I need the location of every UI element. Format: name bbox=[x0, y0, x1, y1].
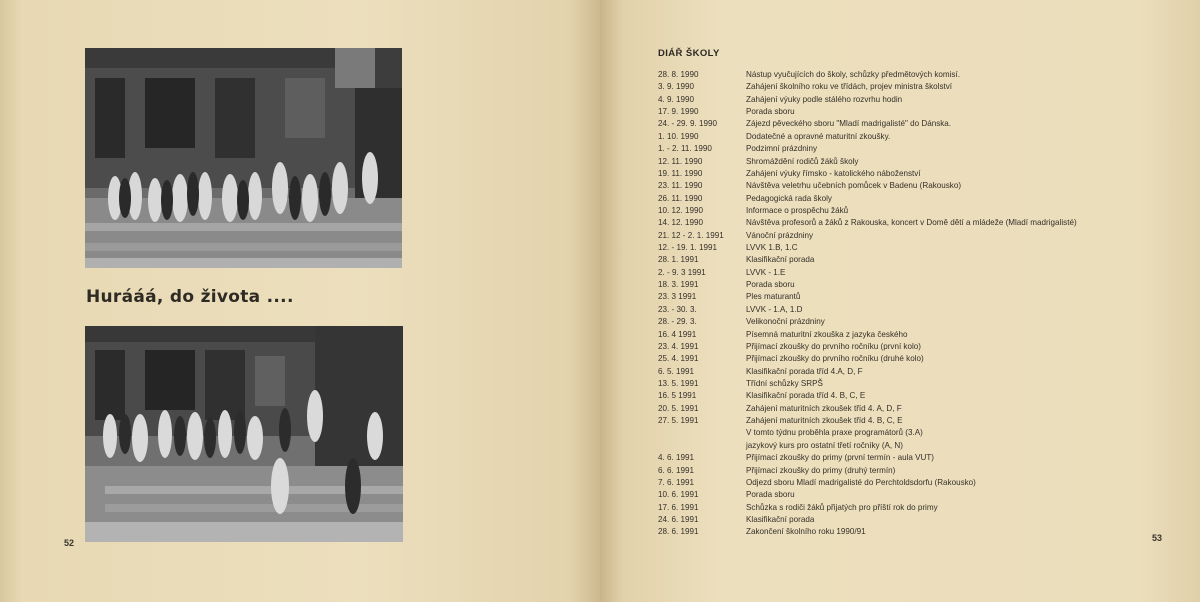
diary-entry-date: 6. 6. 1991 bbox=[658, 465, 695, 475]
diary-entry-text: Zahájení výuky podle stálého rozvrhu hodin bbox=[746, 94, 903, 104]
diary-entry-date: 24. 6. 1991 bbox=[658, 514, 699, 524]
diary-entry bbox=[658, 502, 1178, 514]
diary-entry-text: Informace o prospěchu žáků bbox=[746, 205, 849, 215]
diary-entry-date: 17. 6. 1991 bbox=[658, 502, 699, 512]
diary-title: DIÁŘ ŠKOLY bbox=[658, 48, 720, 59]
diary-entry-text: Klasifikační porada tříd 4.A, D, F bbox=[746, 366, 863, 376]
diary-entry-date: 28. 1. 1991 bbox=[658, 255, 699, 265]
diary-entry bbox=[658, 230, 1178, 242]
diary-entry bbox=[658, 427, 1178, 439]
diary-entry-text: Písemná maturitní zkouška z jazyka českého bbox=[746, 329, 908, 339]
diary-entry bbox=[658, 168, 1178, 180]
diary-entry bbox=[658, 366, 1178, 378]
diary-entry bbox=[658, 279, 1178, 291]
diary-entry-date: 25. 4. 1991 bbox=[658, 354, 699, 364]
diary-entry bbox=[658, 477, 1178, 489]
diary-entry bbox=[658, 131, 1178, 143]
diary-entry-date: 4. 6. 1991 bbox=[658, 453, 695, 463]
diary-entry bbox=[658, 403, 1178, 415]
page-number-right: 53 bbox=[1152, 533, 1163, 543]
diary-entry-date: 24. - 29. 9. 1990 bbox=[658, 119, 717, 129]
diary-entry bbox=[658, 353, 1178, 365]
diary-entry-text: Schůzka s rodiči žáků přijatých pro příští rok do primy bbox=[746, 502, 938, 512]
diary-entry bbox=[658, 526, 1178, 538]
diary-entry-text: Podzimní prázdniny bbox=[746, 144, 818, 154]
diary-entry bbox=[658, 329, 1178, 341]
diary-entry bbox=[658, 415, 1178, 427]
diary-entry-text: V tomto týdnu proběhla praxe programátorů (3.A) bbox=[746, 428, 923, 438]
diary-entry bbox=[658, 81, 1178, 93]
diary-entry bbox=[658, 378, 1178, 390]
diary-entry bbox=[658, 267, 1178, 279]
diary-entry bbox=[658, 465, 1178, 477]
diary-entry-text: Pedagogická rada školy bbox=[746, 193, 832, 203]
diary-entry-date: 1. 10. 1990 bbox=[658, 131, 699, 141]
diary-entry-text: Shromáždění rodičů žáků školy bbox=[746, 156, 859, 166]
diary-entry bbox=[658, 193, 1178, 205]
diary-entry-date: 23. 11. 1990 bbox=[658, 181, 703, 191]
diary-entry-date: 10. 6. 1991 bbox=[658, 490, 699, 500]
diary-entry bbox=[658, 452, 1178, 464]
diary-entry bbox=[658, 440, 1178, 452]
diary-entry-text: Zahájení školního roku ve třídách, projev ministra školství bbox=[746, 82, 953, 92]
diary-entry-text: Návštěva profesorů a žáků z Rakouska, koncert v Domě dětí a mládeže (Mladí madrigalisté) bbox=[746, 218, 1077, 228]
diary-entry-date: 1. - 2. 11. 1990 bbox=[658, 144, 712, 154]
diary-entry bbox=[658, 180, 1178, 192]
diary-entry-text: Zahájení maturitních zkoušek tříd 4. B, C, E bbox=[746, 416, 903, 426]
diary-entry-date: 19. 11. 1990 bbox=[658, 168, 703, 178]
photo-students-jumping-bottom bbox=[85, 326, 403, 542]
diary-entry-text: Porada sboru bbox=[746, 280, 795, 290]
diary-entry-text: Porada sboru bbox=[746, 107, 795, 117]
diary-entry-date: 28. 8. 1990 bbox=[658, 70, 699, 79]
diary-entry-date: 21. 12 - 2. 1. 1991 bbox=[658, 230, 724, 240]
diary-entry-text: Přijímací zkoušky do primy (druhý termín) bbox=[746, 465, 896, 475]
diary-entry bbox=[658, 69, 1178, 81]
diary-entry-date: 28. 6. 1991 bbox=[658, 527, 699, 537]
diary-entry-text: LVVK - 1.E bbox=[746, 267, 786, 277]
diary-entry-date: 7. 6. 1991 bbox=[658, 477, 695, 487]
section-heading: Hurááá, do života .... bbox=[86, 287, 294, 307]
diary-entry-text: Odjezd sboru Mladí madrigalisté do Perchtoldsdorfu (Rakousko) bbox=[746, 477, 976, 487]
photo-students-jumping-top bbox=[85, 48, 402, 268]
diary-entry bbox=[658, 242, 1178, 254]
diary-entry-text: Třídní schůzky SRPŠ bbox=[746, 378, 823, 388]
diary-entry-date: 26. 11. 1990 bbox=[658, 193, 703, 203]
diary-entry-date: 4. 9. 1990 bbox=[658, 94, 695, 104]
diary-entry-text: Vánoční prázdniny bbox=[746, 230, 814, 240]
diary-entries bbox=[658, 69, 1178, 539]
diary-entry-text: LVVK - 1.A, 1.D bbox=[746, 304, 803, 314]
diary-entry-text: Dodatečné a opravné maturitní zkoušky. bbox=[746, 131, 891, 141]
diary-entry-date: 16. 4 1991 bbox=[658, 329, 697, 339]
diary-entry bbox=[658, 217, 1178, 229]
diary-entry bbox=[658, 106, 1178, 118]
diary-entry-date: 20. 5. 1991 bbox=[658, 403, 699, 413]
diary-entry-date: 2. - 9. 3 1991 bbox=[658, 267, 706, 277]
diary-entry-text: Klasifikační porada bbox=[746, 514, 815, 524]
diary-entry bbox=[658, 205, 1178, 217]
diary-entry bbox=[658, 291, 1178, 303]
diary-entry-date: 12. - 19. 1. 1991 bbox=[658, 243, 717, 253]
diary-entry-text: jazykový kurs pro ostatní třetí ročníky (A, N) bbox=[746, 440, 903, 450]
diary-entry-date: 18. 3. 1991 bbox=[658, 280, 699, 290]
diary-entry bbox=[658, 390, 1178, 402]
diary-entry-date: 17. 9. 1990 bbox=[658, 107, 699, 117]
diary-entry-text: Zájezd pěveckého sboru "Mladí madrigalisté" do Dánska. bbox=[746, 119, 952, 129]
diary-entry-date: 23. 4. 1991 bbox=[658, 341, 699, 351]
diary-entry-date: 23. 3 1991 bbox=[658, 292, 697, 302]
diary-entry bbox=[658, 118, 1178, 130]
diary-entry-text: Zahájení výuky římsko - katolického náboženství bbox=[746, 168, 921, 178]
diary-entry-text: Klasifikační porada tříd 4. B, C, E bbox=[746, 391, 866, 401]
diary-entry-text: Ples maturantů bbox=[746, 292, 801, 302]
diary-entry-text: Návštěva veletrhu učebních pomůcek v Badenu (Rakousko) bbox=[746, 181, 962, 191]
diary-entry bbox=[658, 94, 1178, 106]
diary-entry-text: Přijímací zkoušky do primy (první termín - aula VUT) bbox=[746, 453, 934, 463]
diary-entry-date: 10. 12. 1990 bbox=[658, 205, 704, 215]
diary-entry-text: Přijímací zkoušky do prvního ročníku (druhé kolo) bbox=[746, 354, 924, 364]
diary-entry-date: 16. 5 1991 bbox=[658, 391, 697, 401]
diary-entry bbox=[658, 489, 1178, 501]
diary-entry bbox=[658, 341, 1178, 353]
diary-entry-text: LVVK 1.B, 1.C bbox=[746, 243, 798, 253]
diary-entry-date: 3. 9. 1990 bbox=[658, 82, 695, 92]
diary-entry bbox=[658, 254, 1178, 266]
diary-entry-text: Velikonoční prázdniny bbox=[746, 317, 825, 327]
diary-entry-date: 27. 5. 1991 bbox=[658, 416, 699, 426]
diary-entry bbox=[658, 304, 1178, 316]
diary-entry-text: Porada sboru bbox=[746, 490, 795, 500]
diary-entry bbox=[658, 143, 1178, 155]
diary-entry-text: Přijímací zkoušky do prvního ročníku (první kolo) bbox=[746, 341, 921, 351]
diary-entry-date: 13. 5. 1991 bbox=[658, 378, 699, 388]
diary-entry bbox=[658, 156, 1178, 168]
diary-entry-text: Zahájení maturitních zkoušek tříd 4. A, D, F bbox=[746, 403, 902, 413]
diary-entry-date: 6. 5. 1991 bbox=[658, 366, 695, 376]
diary-entry-text: Klasifikační porada bbox=[746, 255, 815, 265]
diary-entry bbox=[658, 514, 1178, 526]
diary-entry-date: 14. 12. 1990 bbox=[658, 218, 704, 228]
diary-entry-text: Nástup vyučujících do školy, schůzky předmětových komisí. bbox=[746, 70, 960, 79]
diary-entry-date: 23. - 30. 3. bbox=[658, 304, 697, 314]
page-number-left: 52 bbox=[64, 538, 75, 548]
diary-entry-text: Zakončení školního roku 1990/91 bbox=[746, 527, 866, 537]
diary-entry-date: 12. 11. 1990 bbox=[658, 156, 703, 166]
diary-entry-date: 28. - 29. 3. bbox=[658, 317, 697, 327]
diary-entry bbox=[658, 316, 1178, 328]
